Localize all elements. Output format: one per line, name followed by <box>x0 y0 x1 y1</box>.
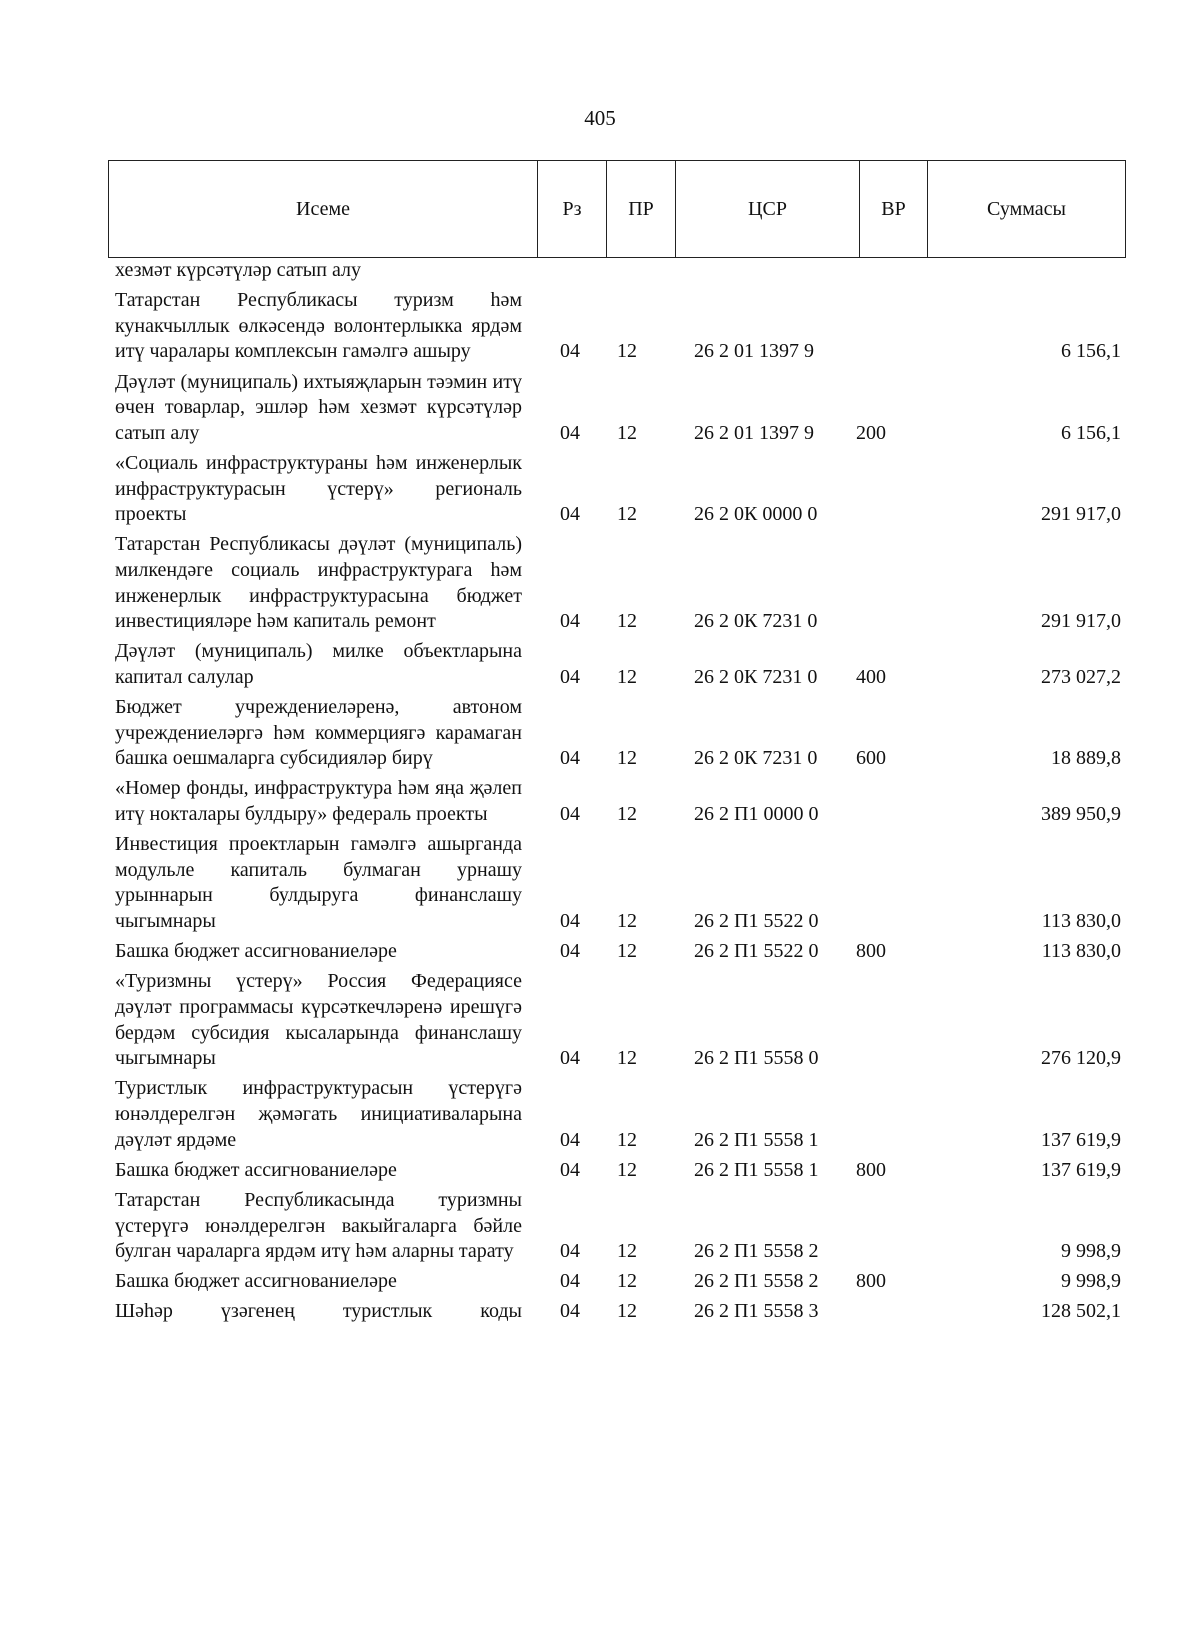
row-pr: 12 <box>617 421 637 444</box>
table-body <box>115 258 1125 1330</box>
row-name: «Туризмны үстерү» Россия Федерациясе дәүләт программасы күрсәткечләренә ирешүгә бердәм субсидия кысаларында финанслашу чыгымнары <box>115 970 522 1070</box>
row-sum: 9 998,9 <box>1061 1270 1121 1293</box>
row-rz: 04 <box>560 421 580 444</box>
row-sum: 137 619,9 <box>1041 1158 1121 1181</box>
table-row <box>115 776 1125 827</box>
row-sum: 389 950,9 <box>1041 803 1121 826</box>
row-csr: 26 2 01 1397 9 <box>694 421 814 444</box>
row-vr: 800 <box>856 1270 886 1293</box>
row-csr: 26 2 0К 7231 0 <box>694 665 818 688</box>
row-name: Башка бюджет ассигнованиеләре <box>115 940 397 963</box>
row-rz: 04 <box>560 1270 580 1293</box>
row-rz: 04 <box>560 1047 580 1070</box>
row-csr: 26 2 0К 7231 0 <box>694 610 818 633</box>
row-pr: 12 <box>617 1270 637 1293</box>
row-sum: 113 830,0 <box>1041 910 1121 932</box>
table-row <box>115 532 1125 634</box>
row-csr: 26 2 П1 5558 3 <box>694 1300 819 1323</box>
row-name: Бюджет учреждениеләренә, автоном учреждениеләргә һәм коммерциягә карамаган башка оешмаларга субсидияләр бирү <box>115 696 522 770</box>
row-rz: 04 <box>560 1158 580 1181</box>
table-row <box>115 695 1125 772</box>
row-csr: 26 2 П1 5522 0 <box>694 910 819 932</box>
page-number: 405 <box>584 106 616 130</box>
row-name: хезмәт күрсәтүләр сатып алу <box>115 259 361 281</box>
row-name: Туристлык инфраструктурасын үстерүгә юнәлдерелгән җәмәгать инициативаларына дәүләт ярдәме <box>115 1077 522 1151</box>
row-rz: 04 <box>560 503 580 526</box>
row-pr: 12 <box>617 610 637 633</box>
row-name: Дәүләт (муниципаль) милке объектларына капитал салулар <box>115 640 522 688</box>
column-header-rz: Рз <box>537 161 606 257</box>
row-rz: 04 <box>560 747 580 770</box>
row-sum: 128 502,1 <box>1041 1300 1121 1323</box>
row-csr: 26 2 П1 5558 2 <box>694 1270 819 1293</box>
row-vr: 400 <box>856 665 886 688</box>
row-rz: 04 <box>560 340 580 363</box>
table-row <box>115 1269 1125 1295</box>
row-csr: 26 2 П1 5558 0 <box>694 1047 819 1070</box>
row-name: Дәүләт (муниципаль) ихтыяҗларын тәэмин итү өчен товарлар, эшләр һәм хезмәт күрсәтүләр сатып алу <box>115 370 522 444</box>
row-sum: 273 027,2 <box>1041 665 1121 688</box>
row-vr: 800 <box>856 940 886 963</box>
row-vr: 800 <box>856 1158 886 1181</box>
row-pr: 12 <box>617 665 637 688</box>
row-name: Татарстан Республикасы туризм һәм кунакчыллык өлкәсендә волонтерлыкка ярдәм итү чаралары комплексын гамәлгә ашыру <box>115 289 522 363</box>
row-csr: 26 2 0К 7231 0 <box>694 747 818 770</box>
table-row <box>115 639 1125 690</box>
row-sum: 137 619,9 <box>1041 1128 1121 1151</box>
row-name: Татарстан Республикасы дәүләт (муниципаль) милкендәге социаль инфраструктурага һәм инженерлык инфраструктурасына бюджет инвестицияләре һәм капиталь ремонт <box>115 533 522 633</box>
row-name: Шәһәр үзәгенең туристлык коды <box>115 1300 522 1323</box>
row-csr: 26 2 01 1397 9 <box>694 340 814 363</box>
column-header-name: Исеме <box>296 197 350 220</box>
row-pr: 12 <box>617 747 637 770</box>
row-csr: 26 2 0К 0000 0 <box>694 503 818 526</box>
row-name: Башка бюджет ассигнованиеләре <box>115 1270 397 1293</box>
row-name: Татарстан Республикасында туризмны үстерүгә юнәлдерелгән вакыйгаларга бәйле булган чараларга ярдәм итү һәм аларны тарату <box>115 1188 522 1263</box>
row-pr: 12 <box>617 940 637 963</box>
row-sum: 18 889,8 <box>1051 747 1121 770</box>
row-pr: 12 <box>617 1158 637 1181</box>
row-rz: 04 <box>560 1240 580 1263</box>
row-name: «Номер фонды, инфраструктура һәм яңа җәлеп итү нокталары булдыру» федераль проекты <box>115 777 522 826</box>
row-name: «Социаль инфраструктураны һәм инженерлык инфраструктурасын үстерү» региональ проекты <box>115 451 522 526</box>
row-sum: 291 917,0 <box>1041 503 1121 526</box>
row-vr: 200 <box>856 421 886 444</box>
row-rz: 04 <box>560 803 580 826</box>
row-name: Башка бюджет ассигнованиеләре <box>115 1158 397 1181</box>
row-pr: 12 <box>617 503 637 526</box>
row-pr: 12 <box>617 1240 637 1263</box>
table-row <box>115 1188 1125 1265</box>
row-pr: 12 <box>617 1300 637 1323</box>
table-row <box>115 370 1125 447</box>
table-header <box>108 160 1126 258</box>
row-rz: 04 <box>560 665 580 688</box>
row-csr: 26 2 П1 5558 2 <box>694 1240 819 1263</box>
row-name: Инвестиция проектларын гамәлгә ашырганда модульле капиталь булмаган урнашу урыннарын булдыруга финанслашу чыгымнары <box>115 833 522 932</box>
row-pr: 12 <box>617 340 637 363</box>
column-header-vr: ВР <box>859 161 927 257</box>
row-sum: 276 120,9 <box>1041 1047 1121 1070</box>
row-sum: 6 156,1 <box>1061 421 1121 444</box>
column-header-csr: ЦСР <box>675 161 859 257</box>
table-row <box>115 939 1125 965</box>
row-rz: 04 <box>560 910 580 932</box>
table-row <box>115 1158 1125 1184</box>
row-csr: 26 2 П1 0000 0 <box>694 803 819 826</box>
row-pr: 12 <box>617 1047 637 1070</box>
column-header-pr: ПР <box>606 161 675 257</box>
table-row <box>115 451 1125 528</box>
table-row <box>115 258 1125 284</box>
row-rz: 04 <box>560 610 580 633</box>
row-sum: 6 156,1 <box>1061 340 1121 363</box>
row-pr: 12 <box>617 803 637 826</box>
table-row <box>115 288 1125 365</box>
row-vr: 600 <box>856 747 886 770</box>
row-csr: 26 2 П1 5558 1 <box>694 1158 819 1181</box>
row-pr: 12 <box>617 910 637 932</box>
row-rz: 04 <box>560 940 580 963</box>
table-row <box>115 969 1125 1071</box>
column-header-sum: Суммасы <box>927 161 1125 257</box>
row-sum: 113 830,0 <box>1041 940 1121 963</box>
row-csr: 26 2 П1 5558 1 <box>694 1128 819 1151</box>
row-sum: 291 917,0 <box>1041 610 1121 633</box>
row-pr: 12 <box>617 1128 637 1151</box>
table-row <box>115 1299 1125 1325</box>
row-csr: 26 2 П1 5522 0 <box>694 940 819 963</box>
row-rz: 04 <box>560 1300 580 1323</box>
row-rz: 04 <box>560 1128 580 1151</box>
row-sum: 9 998,9 <box>1061 1240 1121 1263</box>
table-row <box>115 1076 1125 1153</box>
table-row <box>115 832 1125 934</box>
